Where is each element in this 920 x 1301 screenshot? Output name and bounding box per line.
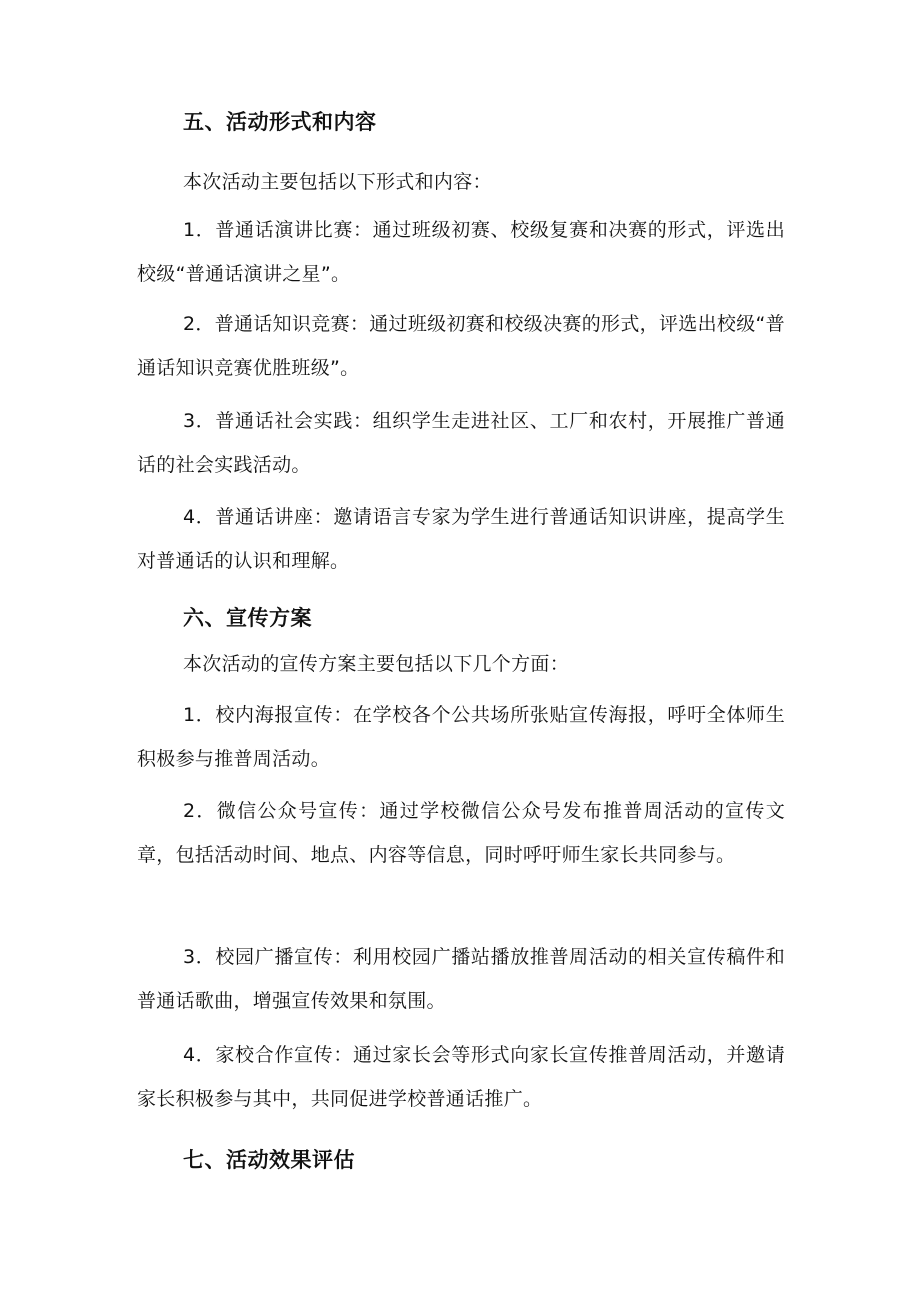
- section-6-intro: 本次活动的宣传方案主要包括以下几个方面：: [183, 653, 570, 675]
- section-5-heading: 五、活动形式和内容: [183, 110, 377, 134]
- section-6-heading: 六、宣传方案: [183, 606, 312, 630]
- section-5-item-1: 1．普通话演讲比赛：通过班级初赛、校级复赛和决赛的形式，评选出校级“普通话演讲之星”。: [137, 219, 785, 285]
- section-5-item-3: 3．普通话社会实践：组织学生走进社区、工厂和农村，开展推广普通话的社会实践活动。: [137, 410, 785, 476]
- section-5-item-2: 2．普通话知识竞赛：通过班级初赛和校级决赛的形式，评选出校级“普通话知识竞赛优胜班级”。: [137, 313, 785, 379]
- section-6-item-4: 4．家校合作宣传：通过家长会等形式向家长宣传推普周活动，并邀请家长积极参与其中，共同促进学校普通话推广。: [137, 1044, 785, 1110]
- section-5-item-4: 4．普通话讲座：邀请语言专家为学生进行普通话知识讲座，提高学生对普通话的认识和理解。: [137, 506, 785, 572]
- section-6-item-2: 2．微信公众号宣传：通过学校微信公众号发布推普周活动的宣传文章，包括活动时间、地点、内容等信息，同时呼吁师生家长共同参与。: [137, 800, 785, 866]
- section-6-item-1: 1．校内海报宣传：在学校各个公共场所张贴宣传海报，呼吁全体师生积极参与推普周活动。: [137, 704, 785, 770]
- section-5-intro: 本次活动主要包括以下形式和内容：: [183, 171, 492, 193]
- section-6-item-3: 3．校园广播宣传：利用校园广播站播放推普周活动的相关宣传稿件和普通话歌曲，增强宣传效果和氛围。: [137, 946, 785, 1012]
- section-7-heading: 七、活动效果评估: [183, 1148, 355, 1172]
